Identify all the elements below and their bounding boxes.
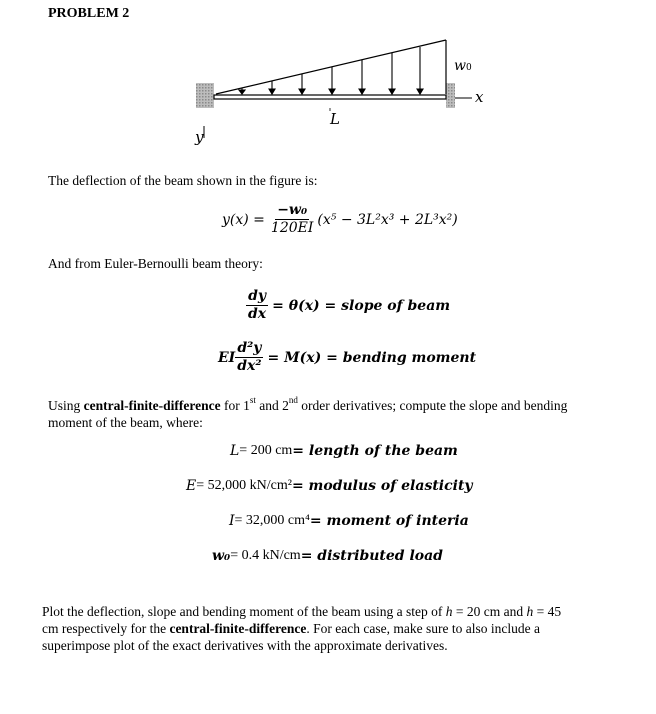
deflection-fraction [269,202,315,237]
beam-diagram [190,30,510,165]
y-axis-label: y [195,128,204,146]
load-label: w0 [454,58,472,74]
param-length: L = 200 cm = length of the beam [230,443,458,459]
deflection-rhs: (x⁵ − 3L²x³ + 2L³x²) [317,211,458,228]
intro-text: The deflection of the beam shown in the figure is: [48,173,318,188]
deflection-denominator: 120EI [270,220,314,236]
load-slope-line [216,40,446,94]
param-inertia: I = 32,000 cm⁴ = moment of interia [229,513,469,529]
slope-denominator: dx [248,306,267,322]
task-text: Using central-finite-difference for 1st and 2nd order derivatives; compute the slope and bending moment of the beam, where: [48,395,568,430]
moment-equation [218,340,476,375]
moment-prefix: EI [218,349,236,366]
deflection-numerator: −w₀ [277,202,308,218]
x-axis-label: x [475,88,484,106]
load-arrows [239,47,423,94]
deflection-equation [222,202,458,237]
slope-numerator: dy [248,288,267,304]
moment-numerator: d²y [237,340,262,356]
moment-denominator: dx² [237,358,262,374]
plot-instructions: Plot the deflection, slope and bending moment of the beam using a step of h = 20 cm and h = 45 cm respectively for the central-finite-difference. For each case, make sure to also include a superimpose plot of the exact derivatives with the approximate derivatives. [42,604,562,653]
beam [214,95,446,99]
moment-rhs: = M(x) = bending moment [267,349,477,366]
slope-fraction [246,288,268,323]
deflection-lhs: y(x) = [222,211,265,228]
moment-fraction [235,340,263,375]
right-wall-support [446,83,455,108]
problem-heading: PROBLEM 2 [48,6,130,21]
theory-text: And from Euler-Bernoulli beam theory: [48,256,263,271]
param-load: w₀ = 0.4 kN/cm = distributed load [212,548,443,564]
slope-equation [246,288,450,323]
slope-rhs: = θ(x) = slope of beam [272,297,451,314]
length-label: L [330,110,340,128]
param-modulus: E = 52,000 kN/cm² = modulus of elasticity [186,478,473,494]
left-wall-support [196,83,214,108]
